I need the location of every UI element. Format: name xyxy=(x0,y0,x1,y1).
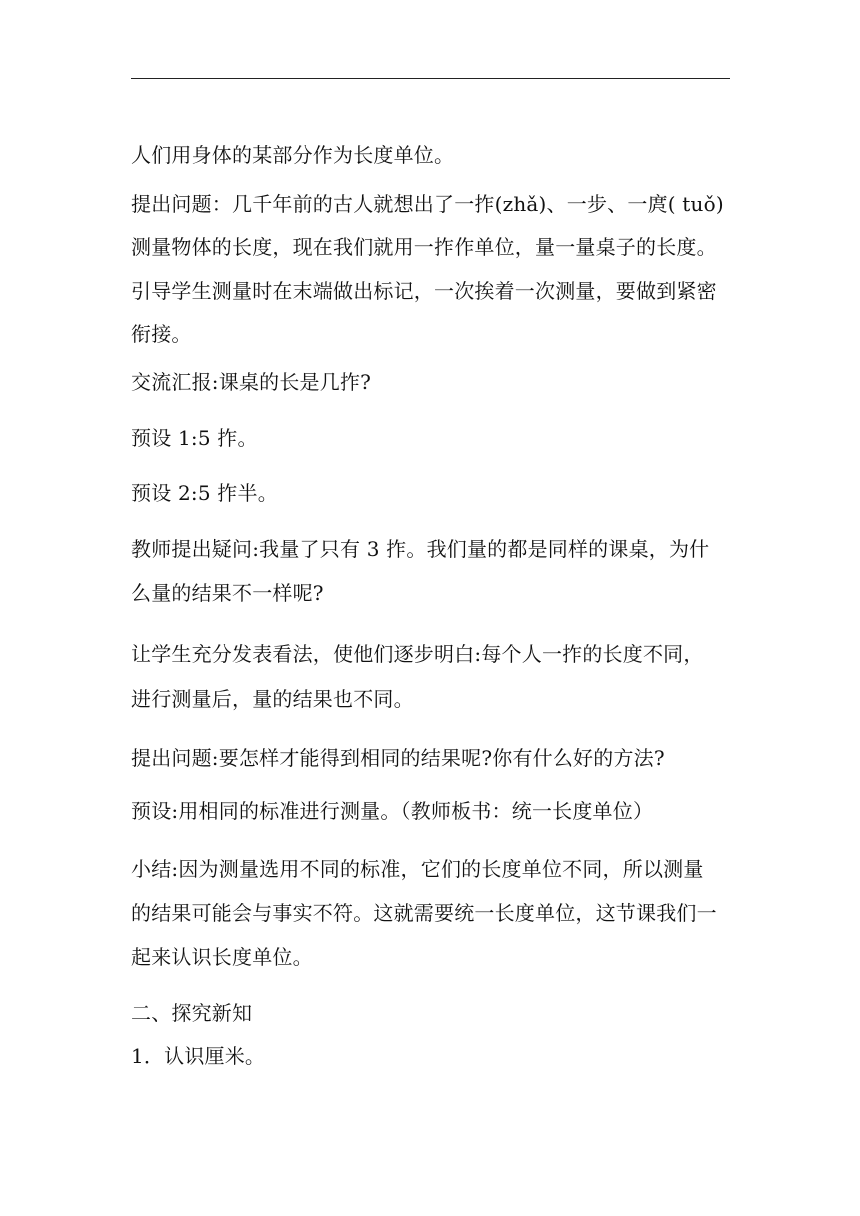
text-line: 测量物体的长度，现在我们就用一拃作单位，量一量桌子的长度。 xyxy=(131,235,717,259)
text-line: 小结:因为测量选用不同的标准，它们的长度单位不同，所以测量 xyxy=(131,857,704,881)
text-line: 预设:用相同的标准进行测量。（教师板书：统一长度单位） xyxy=(131,799,654,823)
text-line: 让学生充分发表看法，使他们逐步明白:每个人一拃的长度不同， xyxy=(131,642,704,666)
text-line: 提出问题：几千年前的古人就想出了一拃(zhǎ)、一步、一庹( tuǒ) xyxy=(131,192,724,216)
text-line: 衔接。 xyxy=(131,322,192,346)
subsection-heading: 1．认识厘米。 xyxy=(131,1044,266,1068)
text-line: 么量的结果不一样呢? xyxy=(131,581,324,605)
text-line: 交流汇报:课桌的长是几拃? xyxy=(131,370,372,394)
text-line: 引导学生测量时在末端做出标记，一次挨着一次测量，要做到紧密 xyxy=(131,279,717,303)
text-line: 教师提出疑问:我量了只有 3 拃。我们量的都是同样的课桌，为什 xyxy=(131,537,710,561)
header-rule xyxy=(131,78,730,79)
text-line: 预设 2:5 拃半。 xyxy=(131,481,278,505)
text-line: 人们用身体的某部分作为长度单位。 xyxy=(131,143,455,167)
text-line: 提出问题:要怎样才能得到相同的结果呢?你有什么好的方法? xyxy=(131,746,665,770)
text-line: 起来认识长度单位。 xyxy=(131,945,313,969)
section-heading: 二、探究新知 xyxy=(131,1001,253,1025)
text-line: 预设 1:5 拃。 xyxy=(131,426,258,450)
text-line: 的结果可能会与事实不符。这就需要统一长度单位，这节课我们一 xyxy=(131,901,717,925)
text-line: 进行测量后，量的结果也不同。 xyxy=(131,687,414,711)
